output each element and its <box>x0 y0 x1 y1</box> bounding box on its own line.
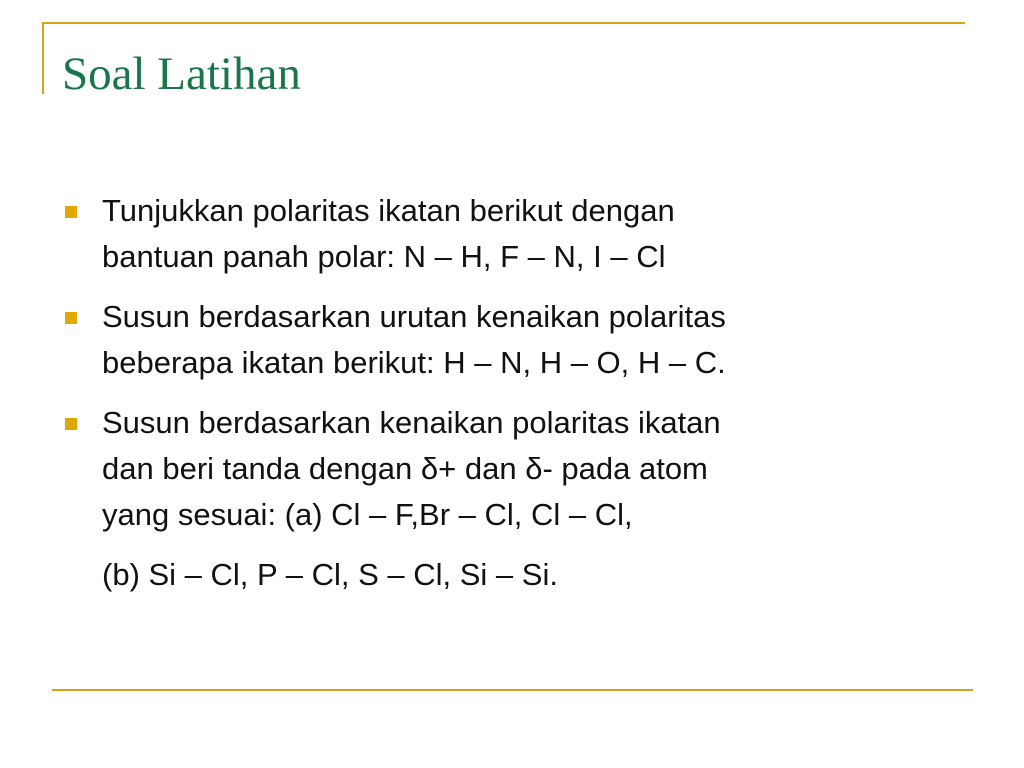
bullet-text-line: Susun berdasarkan kenaikan polaritas ikatan <box>102 405 721 440</box>
footer-divider-line <box>52 689 973 691</box>
square-bullet-icon <box>65 418 77 430</box>
bullet-item <box>62 188 972 280</box>
bullet-text-line: Tunjukkan polaritas ikatan berikut dengan <box>102 193 675 228</box>
bullet-item <box>62 294 972 386</box>
bullet-continuation-text: (b) Si – Cl, P – Cl, S – Cl, Si – Si. <box>102 557 558 592</box>
bullet-item <box>62 400 972 538</box>
bullet-text-line: dan beri tanda dengan δ+ dan δ- pada atom <box>102 451 708 486</box>
bullet-text-line: beberapa ikatan berikut: H – N, H – O, H – C. <box>102 345 726 380</box>
slide-content <box>62 188 972 598</box>
slide-title: Soal Latihan <box>62 48 301 100</box>
square-bullet-icon <box>65 312 77 324</box>
square-bullet-icon <box>65 206 77 218</box>
bullet-text-line: Susun berdasarkan urutan kenaikan polaritas <box>102 299 726 334</box>
title-frame-left-line <box>42 22 44 94</box>
title-frame-top-line <box>42 22 965 24</box>
bullet-text-line: yang sesuai: (a) Cl – F,Br – Cl, Cl – Cl, <box>102 497 633 532</box>
bullet-text-line: bantuan panah polar: N – H, F – N, I – Cl <box>102 239 666 274</box>
